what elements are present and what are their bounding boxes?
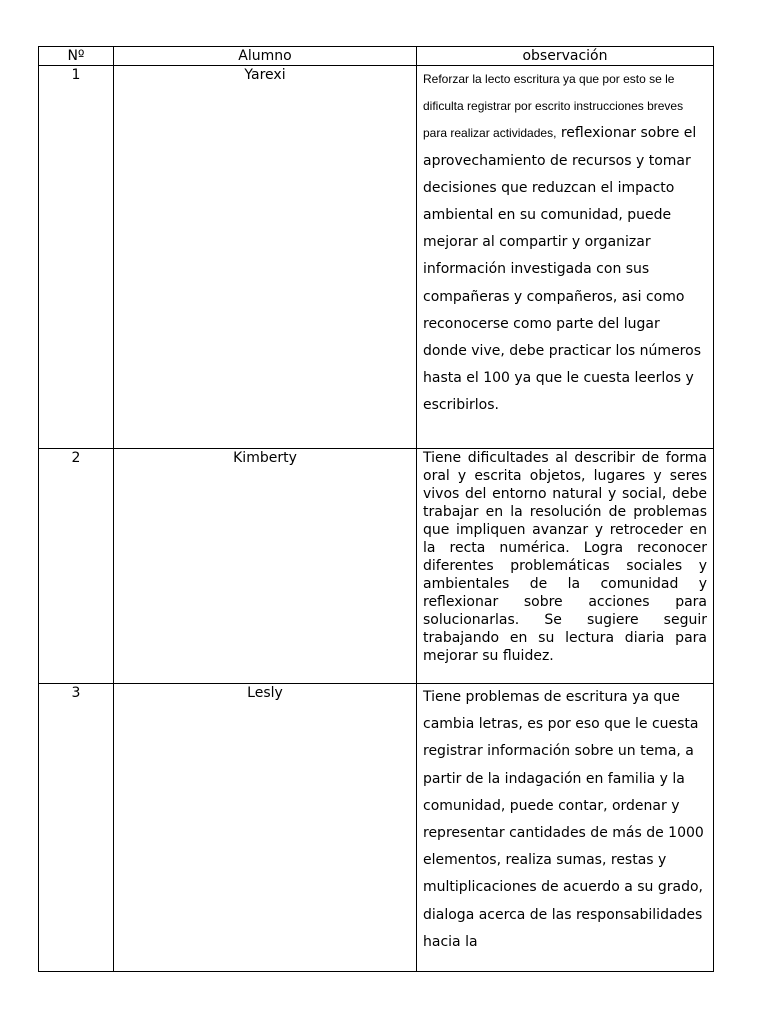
observation-text-small: Reforzar la lecto escritura ya que por esto se le dificulta registrar por escrito instrucciones breves para realizar actividades,	[423, 72, 684, 141]
observation-cell	[417, 66, 714, 449]
header-number: Nº	[39, 47, 114, 66]
observations-table	[38, 46, 714, 972]
table-row	[39, 449, 714, 684]
row-number: 2	[39, 449, 114, 684]
observation-cell: Tiene problemas de escritura ya que cambia letras, es por eso que le cuesta registrar información sobre un tema, a partir de la indagación en familia y la comunidad, puede contar, ordenar y representar cantidades de más de 1000 elementos, realiza sumas, restas y multiplicaciones de acuerdo a su grado, dialoga acerca de las responsabilidades hacia la	[417, 684, 714, 972]
row-number: 3	[39, 684, 114, 972]
observation-cell: Tiene dificultades al describir de forma oral y escrita objetos, lugares y seres vivos del entorno natural y social, debe trabajar en la resolución de problemas que impliquen avanzar y retroceder en la recta numérica. Logra reconocer diferentes problemáticas sociales y ambientales de la comunidad y reflexionar sobre acciones para solucionarlas. Se sugiere seguir trabajando en su lectura diaria para mejorar su fluidez.	[417, 449, 714, 684]
header-student: Alumno	[114, 47, 417, 66]
student-name: Yarexi	[114, 66, 417, 449]
student-name: Lesly	[114, 684, 417, 972]
row-number: 1	[39, 66, 114, 449]
table-header-row	[39, 47, 714, 66]
header-observation: observación	[417, 47, 714, 66]
table-row	[39, 684, 714, 972]
table-row	[39, 66, 714, 449]
observation-text: reflexionar sobre el aprovechamiento de recursos y tomar decisiones que reduzcan el impacto ambiental en su comunidad, puede mejorar al compartir y organizar información investigada con sus compañeras y compañeros, asi como reconocerse como parte del lugar donde vive, debe practicar los números hasta el 100 ya que le cuesta leerlos y escribirlos.	[423, 125, 701, 414]
student-name: Kimberty	[114, 449, 417, 684]
